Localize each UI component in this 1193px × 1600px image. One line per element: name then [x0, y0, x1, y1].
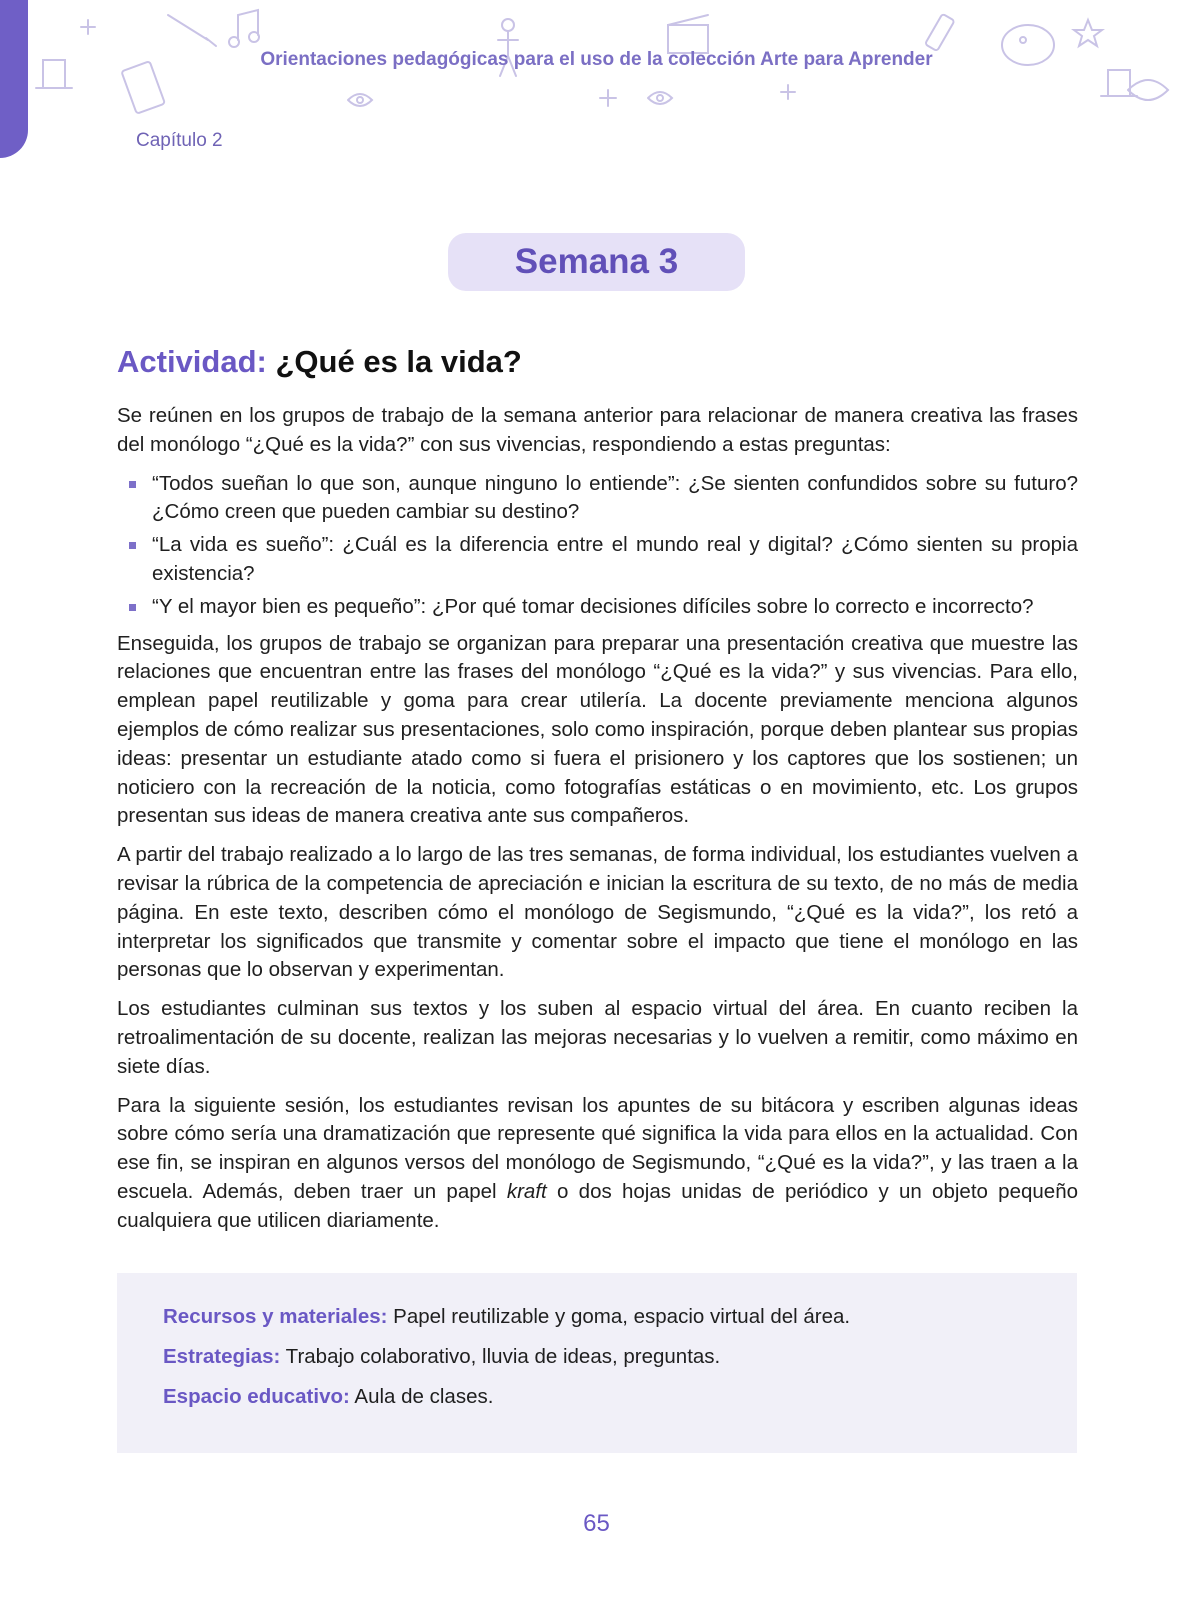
- resources-label: Recursos y materiales:: [163, 1305, 388, 1328]
- bullet-text: “La vida es sueño”: ¿Cuál es la diferencia entre el mundo real y digital? ¿Cómo sienten su propia existencia?: [152, 533, 1078, 585]
- music-note-icon: [229, 10, 259, 47]
- page-number: 65: [583, 1510, 610, 1537]
- square-bullet-icon: [129, 481, 136, 488]
- eye-icon: [348, 94, 372, 106]
- side-chapter-tab: [0, 0, 28, 158]
- chapter-label: Capítulo 2: [136, 130, 223, 151]
- next-session-text-a: Para la siguiente sesión, los estudiantes revisan los apuntes de su bitácora y escriben algunas ideas sobre cómo sería una dramatización que represente qué significa la vida para ellos en la actualidad. Con ese fin, se inspiran en algunos versos del monólogo de Segismundo, “¿Qué es la vida?”, y las traen a la escuela. Además, deben traer un papel: [117, 1093, 1078, 1203]
- list-item: [117, 470, 1078, 528]
- question-list: [117, 470, 1078, 622]
- resources-line: [163, 1303, 850, 1331]
- activity-heading: [117, 340, 1078, 384]
- writing-paragraph: A partir del trabajo realizado a lo largo de las tres semanas, de forma individual, los estudiantes vuelven a revisar la rúbrica de la competencia de apreciación e inician la escritura de su texto, de no más de media página. En este texto, describen cómo el monólogo de Segismundo, “¿Qué es la vida?”, los retó a interpretar los significados que transmite y comentar sobre el impacto que tiene el monólogo en las personas que lo observan y experimentan.: [117, 843, 1078, 982]
- bullet-text: “Y el mayor bien es pequeño”: ¿Por qué tomar decisiones difíciles sobre lo correcto e incorrecto?: [152, 594, 1034, 618]
- sparkle-icon: [781, 85, 795, 99]
- space-line: [163, 1383, 850, 1411]
- header-title: Orientaciones pedagógicas para el uso de la colección Arte para Aprender: [260, 49, 933, 70]
- activity-title: ¿Qué es la vida?: [275, 344, 522, 379]
- space-label: Espacio educativo:: [163, 1385, 350, 1408]
- sparkle-icon: [600, 90, 616, 106]
- star-icon: [1074, 20, 1102, 46]
- square-bullet-icon: [129, 604, 136, 611]
- eye-icon: [648, 92, 672, 104]
- clapperboard-icon: [668, 15, 708, 53]
- paint-tube-icon: [925, 14, 955, 51]
- resources-value: Papel reutilizable y goma, espacio virtual del área.: [387, 1305, 851, 1328]
- next-session-paragraph: [117, 1092, 1078, 1236]
- week-badge: Semana 3: [448, 233, 745, 291]
- strategies-value: Trabajo colaborativo, lluvia de ideas, preguntas.: [280, 1345, 721, 1368]
- main-content: [117, 340, 1078, 1246]
- list-item: [117, 531, 1078, 589]
- sparkle-icon: [81, 20, 95, 34]
- square-bullet-icon: [129, 542, 136, 549]
- next-session-text-b: o dos hojas unidas de periódico y un objeto pequeño cualquiera que utilicen diariamente.: [117, 1179, 1078, 1232]
- intro-paragraph: Se reúnen en los grupos de trabajo de la semana anterior para relacionar de manera creativa las frases del monólogo “¿Qué es la vida?” con sus vivencias, respondiendo a estas preguntas:: [117, 404, 1078, 456]
- activity-label: Actividad:: [117, 344, 267, 379]
- submission-paragraph: Los estudiantes culminan sus textos y los suben al espacio virtual del área. En cuanto reciben la retroalimentación de su docente, realizan las mejoras necesarias y lo vuelven a remitir, como máximo en siete días.: [117, 997, 1078, 1078]
- space-value: Aula de clases.: [349, 1385, 494, 1408]
- brush-icon: [168, 15, 216, 46]
- strategies-label: Estrategias:: [163, 1345, 281, 1368]
- presentation-paragraph: Enseguida, los grupos de trabajo se organizan para preparar una presentación creativa que muestre las relaciones que encuentran entre las frases del monólogo “¿Qué es la vida?” y sus vivencias. Para ello, emplean papel reutilizable y goma para crear utilería. La docente previamente menciona algunos ejemplos de cómo realizar sus presentaciones, solo como inspiración, porque deben plantear sus propias ideas: presentar un estudiante atado como si fuera el prisionero y los captores que los sostienen; un noticiero con la recreación de la noticia, como fotografías estáticas o en movimiento, etc. Los grupos presentan sus ideas de manera creativa ante sus compañeros.: [117, 631, 1078, 828]
- kraft-italic: kraft: [506, 1179, 547, 1203]
- strategies-line: [163, 1343, 850, 1371]
- bullet-text: “Todos sueñan lo que son, aunque ninguno lo entiende”: ¿Se sienten confundidos sobre su futuro? ¿Cómo creen que pueden cambiar su destino?: [152, 471, 1078, 524]
- resources-box: [117, 1273, 1077, 1453]
- list-item: [117, 593, 1078, 622]
